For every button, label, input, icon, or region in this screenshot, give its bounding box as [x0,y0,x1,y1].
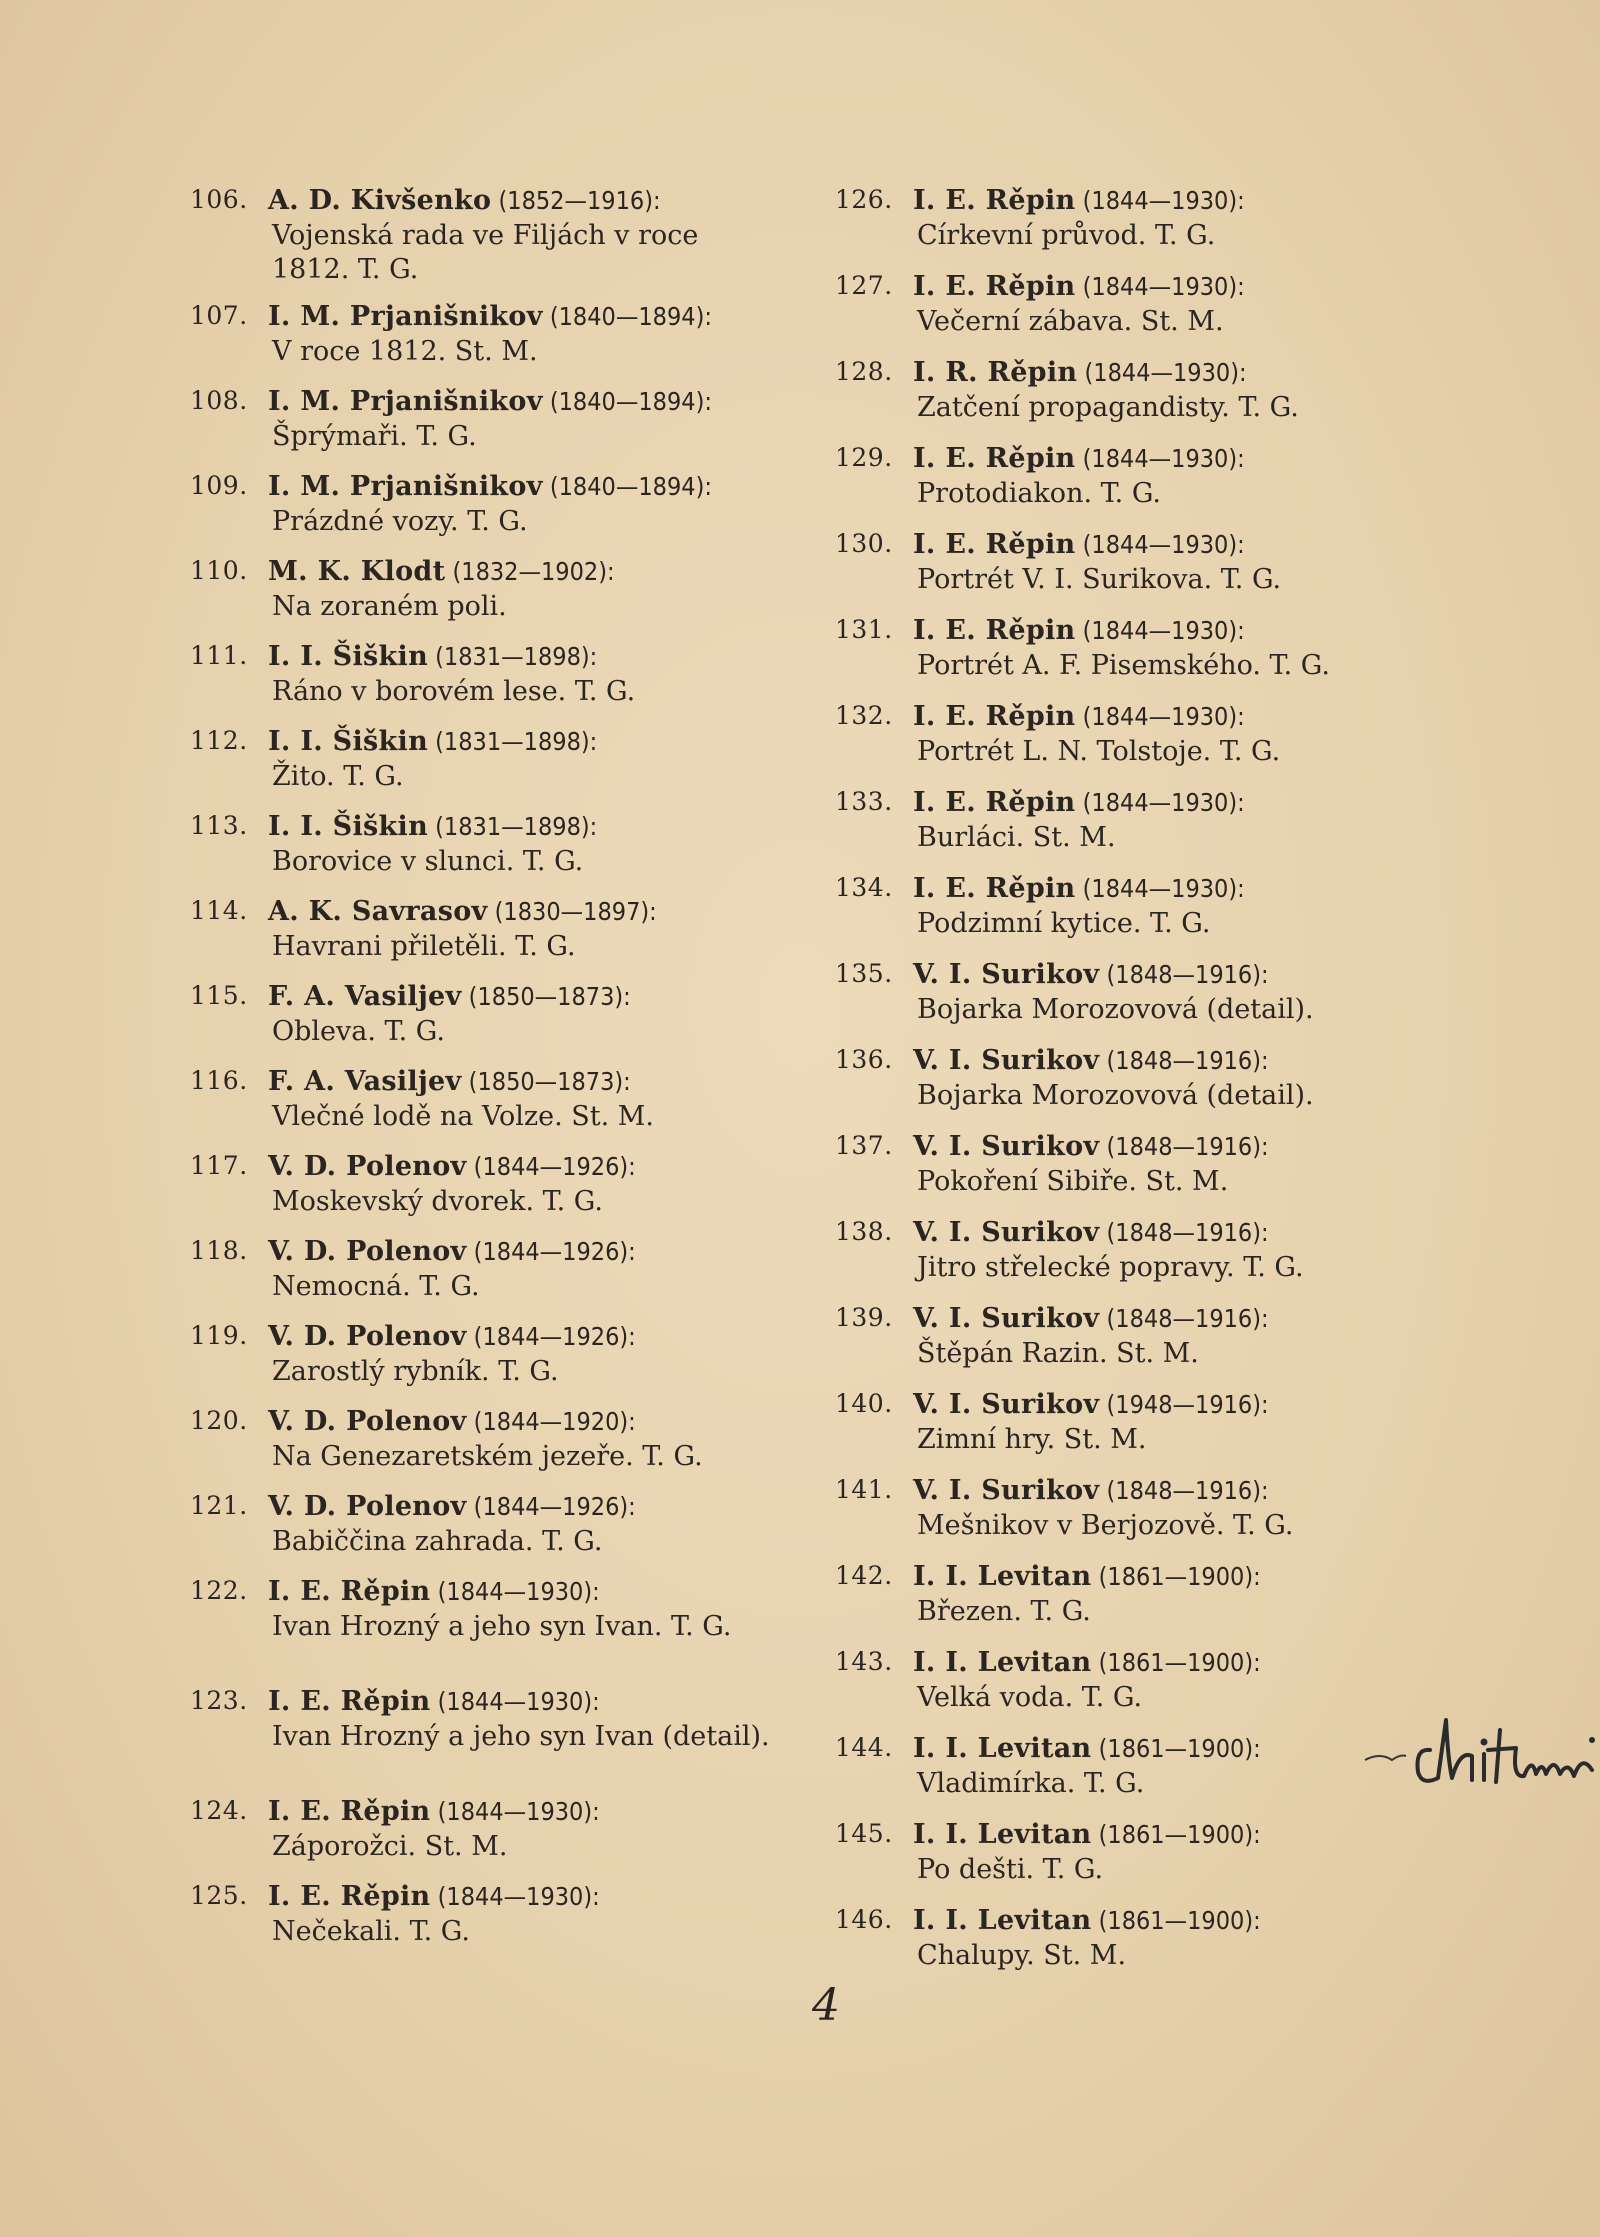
entry-heading [268,185,661,216]
artwork-title: Havrani přiletěli. T. G. [272,931,576,962]
artwork-title: Moskevský dvorek. T. G. [272,1186,604,1217]
artist-years: (1844—1930): [1075,272,1245,301]
artist-name: I. E. Rěpin [268,1686,431,1717]
artist-years: (1844—1930): [1077,358,1247,387]
artist-years: (1831—1898): [428,642,598,671]
artist-years: (1844—1930): [1075,530,1245,559]
entry-heading [913,443,1245,474]
artist-name: I. I. Levitan [913,1647,1092,1678]
artist-name: I. E. Rěpin [913,873,1076,904]
entry-heading [913,1389,1269,1420]
artwork-title: Zatčení propagandisty. T. G. [917,392,1299,423]
artist-years: (1844—1926): [466,1237,636,1266]
artwork-title: Portrét V. I. Surikova. T. G. [917,564,1282,595]
entry-heading [913,1561,1261,1592]
entry-number: 120. [190,1406,248,1435]
entry-heading [268,981,631,1012]
artist-years: (1861—1900): [1091,1648,1261,1677]
entry-heading [268,811,597,842]
entry-number: 111. [190,641,248,670]
artist-name: A. K. Savrasov [268,896,488,927]
artist-name: I. M. Prjanišnikov [268,471,543,502]
entry-number: 146. [835,1905,893,1934]
artist-years: (1844—1930): [430,1797,600,1826]
entry-number: 137. [835,1131,893,1160]
artist-name: I. E. Rěpin [268,1796,431,1827]
entry-number: 138. [835,1217,893,1246]
entry-heading [268,641,597,672]
artwork-title: Portrét L. N. Tolstoje. T. G. [917,736,1281,767]
artist-name: I. M. Prjanišnikov [268,301,543,332]
entry-heading [913,1217,1269,1248]
artwork-title: Žito. T. G. [272,761,404,792]
artist-years: (1850—1873): [461,982,631,1011]
artist-years: (1948—1916): [1099,1390,1269,1419]
artist-name: I. I. Šiškin [268,641,429,672]
artist-years: (1840—1894): [542,387,712,416]
artist-years: (1844—1926): [466,1322,636,1351]
artist-years: (1844—1926): [466,1492,636,1521]
artwork-title: Církevní průvod. T. G. [917,220,1216,251]
artist-name: V. D. Polenov [268,1236,467,1267]
artist-name: I. E. Rěpin [913,787,1076,818]
artwork-title: Podzimní kytice. T. G. [917,908,1211,939]
entry-heading [913,1475,1269,1506]
artwork-title: Ivan Hrozný a jeho syn Ivan (detail). [272,1721,770,1752]
artist-name: F. A. Vasiljev [268,1066,462,1097]
artist-years: (1852—1916): [491,186,661,215]
entry-heading [268,1491,636,1522]
entry-number: 122. [190,1576,248,1605]
entry-number: 114. [190,896,248,925]
artist-name: V. I. Surikov [913,1475,1100,1506]
entry-number: 116. [190,1066,248,1095]
artist-name: I. I. Levitan [913,1905,1092,1936]
artist-name: V. I. Surikov [913,1045,1100,1076]
artwork-title: Po dešti. T. G. [917,1854,1104,1885]
entry-heading [268,556,615,587]
artwork-title: Šprýmaři. T. G. [272,421,477,452]
entry-heading [913,1045,1269,1076]
artist-years: (1848—1916): [1099,1046,1269,1075]
entry-heading [913,873,1245,904]
artist-name: I. I. Levitan [913,1733,1092,1764]
artist-years: (1844—1930): [1075,702,1245,731]
entry-number: 139. [835,1303,893,1332]
artwork-title: Štěpán Razin. St. M. [917,1338,1199,1369]
artist-name: A. D. Kivšenko [268,185,492,216]
entry-number: 145. [835,1819,893,1848]
entry-number: 113. [190,811,248,840]
artwork-title: Vlečné lodě na Volze. St. M. [272,1101,655,1132]
artist-name: V. D. Polenov [268,1151,467,1182]
artist-name: F. A. Vasiljev [268,981,462,1012]
entry-number: 144. [835,1733,893,1762]
artwork-title: Večerní zábava. St. M. [917,306,1224,337]
entry-number: 119. [190,1321,248,1350]
artist-years: (1861—1900): [1091,1820,1261,1849]
entry-heading [913,701,1245,732]
artist-years: (1861—1900): [1091,1906,1261,1935]
artist-years: (1844—1930): [430,1577,600,1606]
entry-heading [268,1406,636,1437]
entry-number: 130. [835,529,893,558]
page-number: 4 [812,1980,840,2031]
entry-heading [268,1881,600,1912]
entry-heading [268,1321,636,1352]
entry-heading [268,1576,600,1607]
entry-heading [913,357,1247,388]
entry-heading [913,1647,1261,1678]
artwork-title: Babiččina zahrada. T. G. [272,1526,603,1557]
artist-name: I. E. Rěpin [913,701,1076,732]
artist-years: (1840—1894): [542,302,712,331]
artist-name: V. D. Polenov [268,1406,467,1437]
artist-years: (1831—1898): [428,812,598,841]
artwork-title: Vladimírka. T. G. [917,1768,1145,1799]
artwork-title: Nečekali. T. G. [272,1916,470,1947]
artist-name: V. I. Surikov [913,1389,1100,1420]
artist-name: I. E. Rěpin [913,615,1076,646]
entry-heading [913,959,1269,990]
entry-heading [268,1686,600,1717]
artist-years: (1844—1920): [466,1407,636,1436]
entry-number: 118. [190,1236,248,1265]
artist-years: (1844—1926): [466,1152,636,1181]
entry-number: 112. [190,726,248,755]
entry-number: 124. [190,1796,248,1825]
artwork-title: Zimní hry. St. M. [917,1424,1147,1455]
artist-years: (1848—1916): [1099,960,1269,989]
artwork-title: Pokoření Sibiře. St. M. [917,1166,1229,1197]
artist-years: (1844—1930): [430,1882,600,1911]
artwork-title: V roce 1812. St. M. [272,336,538,367]
entry-number: 131. [835,615,893,644]
artwork-title: Vojenská rada ve Filjách v roce 1812. T. G. [272,220,699,285]
artist-name: V. I. Surikov [913,1217,1100,1248]
entry-number: 126. [835,185,893,214]
artist-years: (1848—1916): [1099,1304,1269,1333]
artist-years: (1848—1916): [1099,1218,1269,1247]
entry-heading [268,1151,636,1182]
entry-number: 142. [835,1561,893,1590]
artist-years: (1850—1873): [461,1067,631,1096]
artist-name: I. I. Levitan [913,1819,1092,1850]
artist-years: (1830—1897): [487,897,657,926]
entry-heading [268,386,712,417]
artwork-title: Borovice v slunci. T. G. [272,846,584,877]
artist-name: M. K. Klodt [268,556,446,587]
artist-name: I. E. Rěpin [268,1576,431,1607]
artwork-title: Protodiakon. T. G. [917,478,1162,509]
entry-number: 109. [190,471,248,500]
entry-heading [913,271,1245,302]
artwork-title: Chalupy. St. M. [917,1940,1127,1971]
artist-name: I. E. Rěpin [913,271,1076,302]
entry-number: 125. [190,1881,248,1910]
entry-number: 128. [835,357,893,386]
artist-years: (1844—1930): [1075,444,1245,473]
artist-name: I. I. Šiškin [268,811,429,842]
artist-years: (1831—1898): [428,727,598,756]
entry-heading [913,185,1245,216]
artist-name: I. E. Rěpin [268,1881,431,1912]
entry-heading [913,615,1245,646]
entry-number: 110. [190,556,248,585]
entry-number: 106. [190,185,248,214]
entry-heading [913,1131,1269,1162]
artist-name: I. E. Rěpin [913,529,1076,560]
entry-heading [913,1303,1269,1334]
entry-heading [913,529,1245,560]
entry-heading [913,1905,1261,1936]
artist-name: I. E. Rěpin [913,185,1076,216]
entry-number: 140. [835,1389,893,1418]
artwork-title: Zarostlý rybník. T. G. [272,1356,559,1387]
entry-heading [913,1819,1261,1850]
artwork-title: Prázdné vozy. T. G. [272,506,528,537]
artist-years: (1861—1900): [1091,1562,1261,1591]
artwork-title: Bojarka Morozovová (detail). [917,994,1314,1025]
entry-number: 108. [190,386,248,415]
entry-number: 121. [190,1491,248,1520]
artist-name: I. M. Prjanišnikov [268,386,543,417]
entry-heading [268,1236,636,1267]
artist-years: (1832—1902): [445,557,615,586]
artist-name: V. D. Polenov [268,1491,467,1522]
artist-name: V. I. Surikov [913,1303,1100,1334]
entry-number: 129. [835,443,893,472]
entry-number: 136. [835,1045,893,1074]
artwork-title: Na zoraném poli. [272,591,507,622]
entry-heading [268,1066,631,1097]
artwork-title: Portrét A. F. Pisemského. T. G. [917,650,1330,681]
entry-number: 133. [835,787,893,816]
artwork-title: Mešnikov v Berjozově. T. G. [917,1510,1294,1541]
artist-name: I. I. Levitan [913,1561,1092,1592]
entry-heading [268,471,712,502]
entry-number: 134. [835,873,893,902]
entry-heading [268,301,712,332]
artist-years: (1848—1916): [1099,1132,1269,1161]
entry-number: 135. [835,959,893,988]
entry-heading [268,896,657,927]
entry-number: 117. [190,1151,248,1180]
artist-years: (1848—1916): [1099,1476,1269,1505]
artist-name: I. I. Šiškin [268,726,429,757]
artist-name: I. R. Rěpin [913,357,1078,388]
artist-years: (1844—1930): [1075,874,1245,903]
artist-years: (1844—1930): [1075,788,1245,817]
artist-name: V. I. Surikov [913,959,1100,990]
entry-heading [913,787,1245,818]
artist-name: V. D. Polenov [268,1321,467,1352]
artwork-title: Jitro střelecké popravy. T. G. [917,1252,1304,1283]
entry-heading [268,726,597,757]
entry-heading [268,1796,600,1827]
entry-number: 123. [190,1686,248,1715]
artwork-title: Ivan Hrozný a jeho syn Ivan. T. G. [272,1611,732,1642]
artwork-title: Bojarka Morozovová (detail). [917,1080,1314,1111]
entry-number: 115. [190,981,248,1010]
artist-years: (1844—1930): [1075,616,1245,645]
artwork-title: Velká voda. T. G. [917,1682,1143,1713]
entry-number: 127. [835,271,893,300]
entry-number: 132. [835,701,893,730]
artist-name: V. I. Surikov [913,1131,1100,1162]
handwritten-signature [1360,1690,1600,1800]
entry-number: 107. [190,301,248,330]
artwork-title: Obleva. T. G. [272,1016,445,1047]
entry-number: 141. [835,1475,893,1504]
artwork-title: Nemocná. T. G. [272,1271,480,1302]
artist-name: I. E. Rěpin [913,443,1076,474]
artwork-title: Na Genezaretském jezeře. T. G. [272,1441,703,1472]
artwork-title: Záporožci. St. M. [272,1831,508,1862]
entry-number: 143. [835,1647,893,1676]
artist-years: (1861—1900): [1091,1734,1261,1763]
artist-years: (1844—1930): [430,1687,600,1716]
artwork-title: Ráno v borovém lese. T. G. [272,676,636,707]
artist-years: (1840—1894): [542,472,712,501]
artwork-title: Burláci. St. M. [917,822,1116,853]
entry-heading [913,1733,1261,1764]
artwork-title: Březen. T. G. [917,1596,1091,1627]
artist-years: (1844—1930): [1075,186,1245,215]
